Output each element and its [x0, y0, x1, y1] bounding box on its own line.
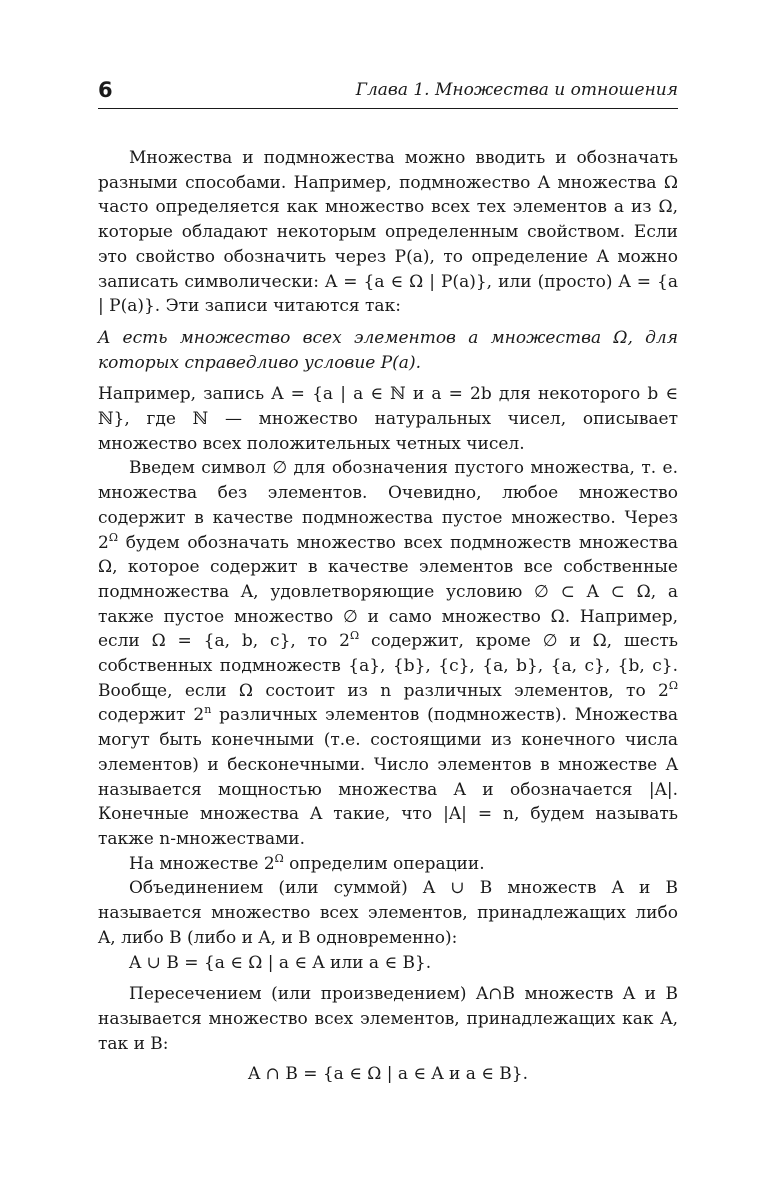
- paragraph-example: Например, запись A = {a | a ∈ ℕ и a = 2b для некоторого b ∈ ℕ}, где ℕ — множество натуральных чисел, описывает множество всех положительных четных чисел.: [98, 384, 678, 454]
- paragraph-union: Объединением (или суммой) A ∪ B множеств A и B называется множество всех элементов, принадлежащих либо A, либо B (либо и A, и B одновременно):: [98, 878, 678, 948]
- paragraph-intersection: Пересечением (или произведением) A∩B множеств A и B называется множество всех элементов, принадлежащих как A, так и B:: [98, 984, 678, 1054]
- formula-union: A ∪ B = {a ∈ Ω | a ∈ A или a ∈ B}.: [129, 952, 432, 973]
- definition-reading: A есть множество всех элементов a множества Ω, для которых справедливо условие P(a).: [98, 327, 678, 373]
- running-title: Глава 1. Множества и отношения: [355, 80, 678, 100]
- page-body: [98, 146, 678, 1087]
- page-header: [98, 78, 678, 109]
- paragraph-1: Множества и подмножества можно вводить и обозначать разными способами. Например, подмножество A множества Ω часто определяется как множество всех тех элементов a из Ω, которые обладают некоторым определенным свойством. Если это свойство обозначить через P(a), то определение A можно записать символически: A = {a ∈ Ω | P(a)}, или (просто) A = {a | P(a)}. Эти записи читаются так:: [98, 148, 678, 317]
- paragraph-empty-set: Введем символ ∅ для обозначения пустого множества, т. е. множества без элементов. Очевидно, любое множество содержит в качестве подмножества пустое множество. Через $2^\Omega$ будем обозначать множество всех подмножеств множества Ω, которое содержит в качестве элементов все собственные подмножества A, удовлетворяющие условию ∅ ⊂ A ⊂ Ω, а также пустое множество ∅ и само множество Ω. Например, если Ω = {a, b, c}, то $2^\Omega$ содержит, кроме ∅ и Ω, шесть собственных подмножеств {a}, {b}, {c}, {a, b}, {a, c}, {b, c}. Вообще, если Ω состоит из n различных элементов, то $2^\Omega$ содержит 2$^n$ различных элементов (подмножеств). Множества могут быть конечными (т.е. состоящими из конечного числа элементов) и бесконечными. Число элементов в множестве A называется мощностью множества A и обозначается |A|. Конечные множества A такие, что |A| = n, будем называть также n-множествами.: [98, 458, 679, 849]
- formula-intersection: A ∩ B = {a ∈ Ω | a ∈ A и a ∈ B}.: [247, 1064, 529, 1085]
- page-number: 6: [98, 78, 113, 102]
- paragraph-operations: На множестве $2^\Omega$ определим операции.: [129, 851, 485, 874]
